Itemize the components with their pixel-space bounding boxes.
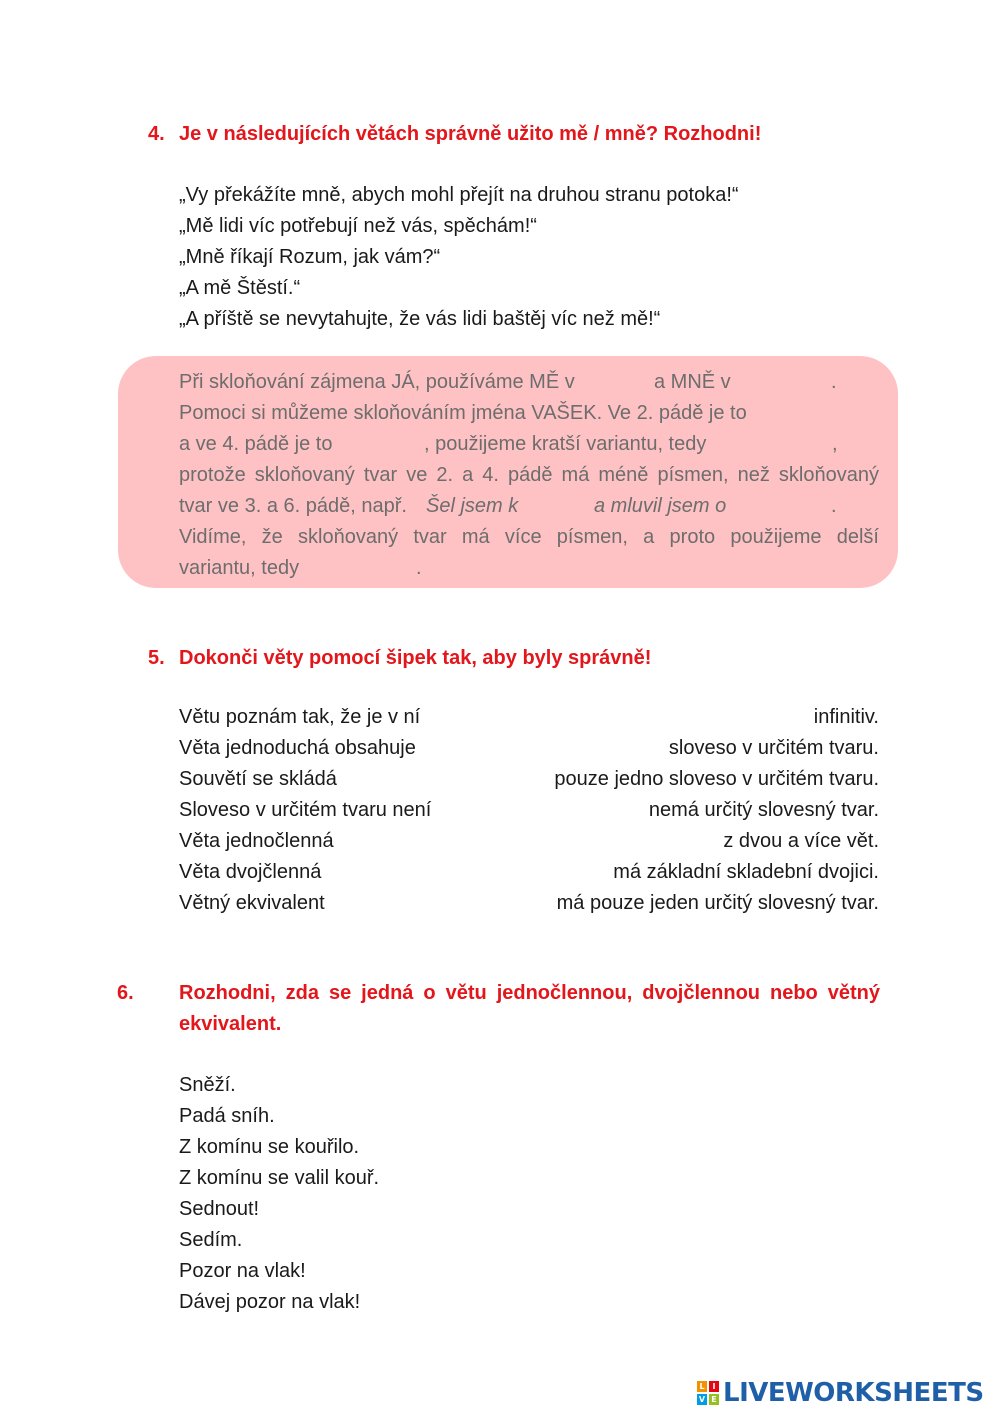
task-6-number: 6.	[117, 982, 134, 1004]
task-5-heading	[148, 643, 880, 674]
sentence-end: má základní skladební dvojici.	[613, 861, 879, 883]
note-text: protože skloňovaný tvar ve 2. a 4. pádě má méně písmen, než skloňovaný	[179, 464, 879, 486]
sentence: Sedím.	[179, 1229, 243, 1251]
note-text: a MNĚ v	[654, 371, 731, 393]
sentence: Sněží.	[179, 1074, 236, 1096]
note-text: variantu, tedy	[179, 557, 300, 579]
task-4-sentences	[179, 180, 879, 335]
logo-mark-icon: L I V E	[697, 1381, 719, 1405]
note-example: Šel jsem k	[426, 495, 519, 517]
sentence-end: sloveso v určitém tvaru.	[668, 737, 879, 759]
sentence: „Mě lidi víc potřebují než vás, spěchám!“	[179, 215, 537, 237]
note-example: a mluvil jsem o	[594, 495, 727, 517]
sentence: „Vy překážíte mně, abych mohl přejít na druhou stranu potoka!“	[179, 184, 739, 206]
matching-row	[179, 795, 879, 826]
sentence-start: Souvětí se skládá	[179, 768, 337, 790]
matching-row	[179, 733, 879, 764]
sentence: Sednout!	[179, 1198, 260, 1220]
note-text: Vidíme, že skloňovaný tvar má více písmen, a proto použijeme delší	[179, 526, 879, 548]
task-6-sentences	[179, 1070, 879, 1318]
task-4-heading	[148, 119, 880, 150]
matching-row	[179, 764, 879, 795]
sentence: Pozor na vlak!	[179, 1260, 306, 1282]
note-text: ,	[832, 433, 838, 455]
matching-row	[179, 826, 879, 857]
sentence-start: Větu poznám tak, že je v ní	[179, 706, 421, 728]
matching-row	[179, 857, 879, 888]
sentence: Padá sníh.	[179, 1105, 275, 1127]
sentence: Z komínu se kouřilo.	[179, 1136, 360, 1158]
sentence: „Mně říkají Rozum, jak vám?“	[179, 246, 441, 268]
note-text: .	[416, 557, 422, 579]
note-text: Při skloňování zájmena JÁ, používáme MĚ v	[179, 371, 575, 393]
note-text: a ve 4. pádě je to	[179, 433, 333, 455]
liveworksheets-logo	[697, 1378, 984, 1408]
task-4-title: Je v následujících větách správně užito mě / mně? Rozhodni!	[179, 123, 762, 145]
note-text: tvar ve 3. a 6. pádě, např.	[179, 495, 407, 517]
sentence-end: nemá určitý slovesný tvar.	[648, 799, 879, 821]
sentence: „A příště se nevytahujte, že vás lidi baštěj víc než mě!“	[179, 308, 661, 330]
sentence-start: Větný ekvivalent	[179, 892, 325, 914]
note-text: Pomoci si můžeme skloňováním jména VAŠEK. Ve 2. pádě je to	[179, 402, 747, 424]
sentence-start: Sloveso v určitém tvaru není	[179, 799, 432, 821]
matching-list	[179, 702, 879, 919]
task-6-title: Rozhodni, zda se jedná o větu jednočlennou, dvojčlennou nebo větný ekvivalent.	[179, 982, 880, 1035]
sentence-end: infinitiv.	[813, 706, 879, 728]
sentence-end: z dvou a více vět.	[723, 830, 879, 852]
sentence-start: Věta jednočlenná	[179, 830, 334, 852]
task-4-number: 4.	[148, 123, 165, 145]
sentence-start: Věta jednoduchá obsahuje	[179, 737, 416, 759]
sentence-end: má pouze jeden určitý slovesný tvar.	[556, 892, 879, 914]
task-6-heading	[117, 978, 880, 1040]
note-text: , použijeme kratší variantu, tedy	[424, 433, 707, 455]
sentence-end: pouze jedno sloveso v určitém tvaru.	[554, 768, 879, 790]
task-5-title: Dokonči věty pomocí šipek tak, aby byly správně!	[179, 647, 652, 669]
sentence: Dávej pozor na vlak!	[179, 1291, 361, 1313]
note-text: .	[831, 495, 837, 517]
sentence: „A mě Štěstí.“	[179, 277, 301, 299]
logo-wordmark: LIVEWORKSHEETS	[723, 1378, 984, 1408]
note-text: .	[831, 371, 837, 393]
grammar-note-text	[179, 367, 879, 584]
task-5-number: 5.	[148, 647, 165, 669]
matching-row	[179, 702, 879, 733]
matching-row	[179, 888, 879, 919]
sentence: Z komínu se valil kouř.	[179, 1167, 380, 1189]
sentence-start: Věta dvojčlenná	[179, 861, 322, 883]
